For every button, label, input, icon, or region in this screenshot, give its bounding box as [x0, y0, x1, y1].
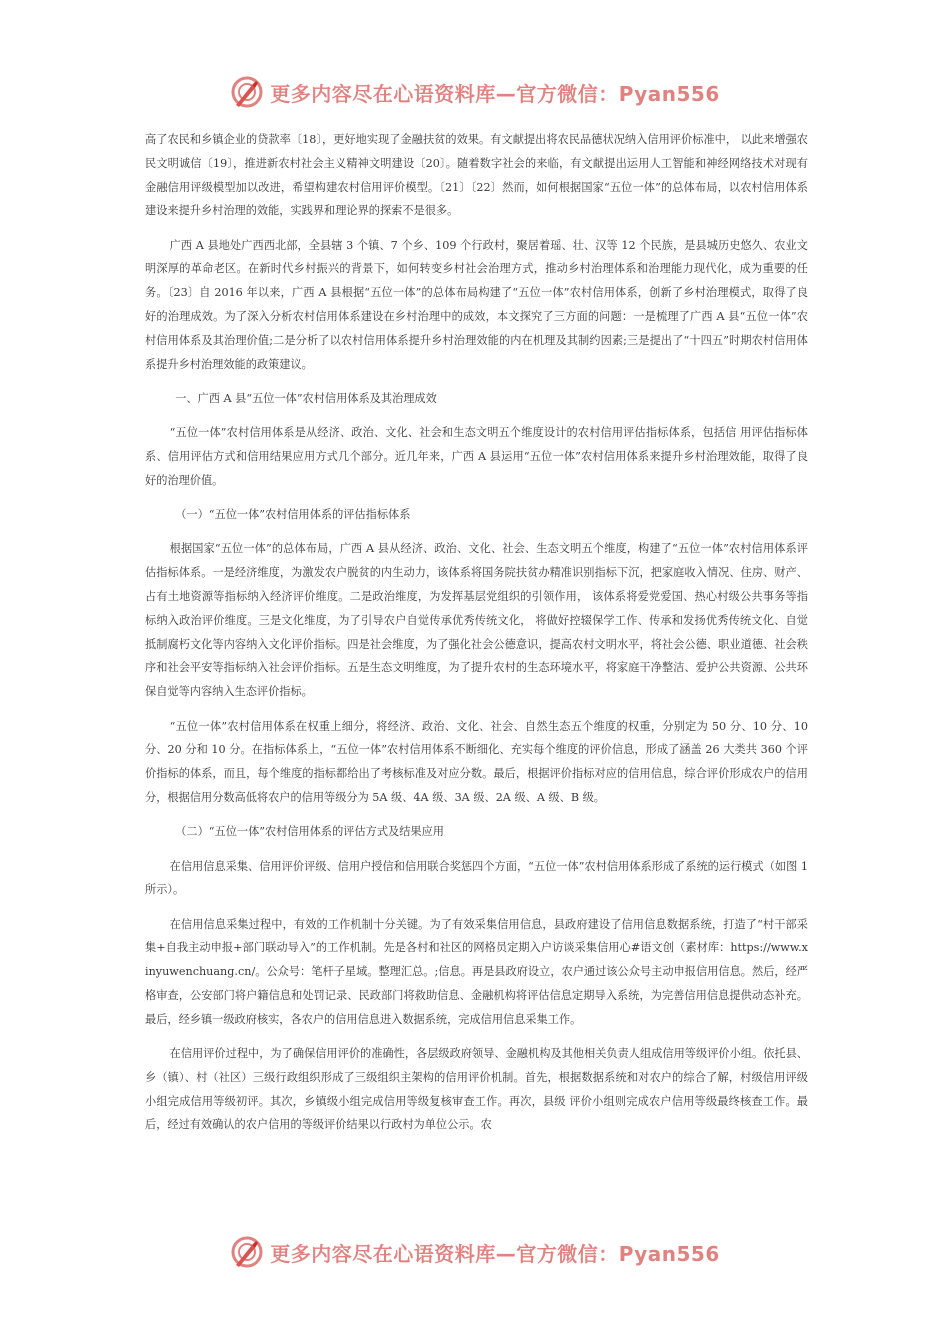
subsection-heading: （二）“五位一体”农村信用体系的评估方式及结果应用 [175, 825, 444, 839]
header-banner [0, 72, 950, 112]
document-body [145, 128, 808, 1148]
banner-text: 更多内容尽在心语资料库—官方微信：Pyan556 [270, 81, 720, 106]
paragraph: “五位一体”农村信用体系在权重上细分，将经济、政治、文化、社会、自然生态五个维度的权重，分别定为 50 分、10 分、10 分、20 分和 10 分。在指标体系上，“五位一体”农村信用体系不断细化、充实每个维度的评价信息，形成了涵盖 26 大类共 360 个评价指标的体系，而且，每个维度的指标都给出了考核标准及对应分数。最后，根据评价指标对应的信用信息，综合评价形成农户的信用分，根据信用分数高低将农户的信用等级分为 5A 级、4A 级、3A 级、2A 级、A 级、B 级。 [145, 719, 808, 804]
pen-logo-icon [230, 75, 264, 109]
paragraph: 在信用评价过程中，为了确保信用评价的准确性，各层级政府领导、金融机构及其他相关负责人组成信用等级评价小组。依托县、乡（镇）、村（社区）三级行政组织形成了三级组织主架构的信用评价机制。首先，根据数据系统和对农户的综合了解，村级信用评级小组完成信用等级初评。其次，乡镇级小组完成信用等级复核审查工作。再次，县级 评价小组则完成农户信用等级最终核查工作。最后，经过有效确认的农户信用的等级评价结果以行政村为单位公示。农 [145, 1047, 808, 1132]
subsection-heading: （一）“五位一体”农村信用体系的评估指标体系 [175, 508, 411, 522]
footer-banner [0, 1232, 950, 1272]
paragraph: 在信用信息采集过程中，有效的工作机制十分关键。为了有效采集信用信息，县政府建设了信用信息数据系统，打造了“村干部采集+自我主动申报+部门联动导入”的工作机制。先是各村和社区的网格员定期入户访谈采集信用心#语文创（素材库：https://www.xinyuwenchuang.cn/。公众号：笔杆子星域。整理汇总。;信息。再是县政府设立，农户通过该公众号主动申报信用信息。然后，经严格审查，公安部门将户籍信息和处罚记录、民政部门将救助信息、金融机构将评估信息定期导入系统，为完善信用信息提供动态补充。最后，经乡镇一级政府核实，各农户的信用信息进入数据系统，完成信用信息采集工作。 [145, 917, 808, 1026]
pen-logo-icon [230, 1235, 264, 1269]
paragraph: 广西 A 县地处广西西北部，全县辖 3 个镇、7 个乡、109 个行政村，聚居着瑶、壮、汉等 12 个民族，是县城历史悠久、农业文明深厚的革命老区。在新时代乡村振兴的背景下，如何转变乡村社会治理方式，推动乡村治理体系和治理能力现代化，成为重要的任务。〔23〕自 2016 年以来，广西 A 县根据“五位一体”的总体布局构建了“五位一体”农村信用体系，创新了乡村治理模式，取得了良好的治理成效。为了深入分析农村信用体系建设在乡村治理中的成效，本文探究了三方面的问题：一是梳理了广西 A 县“五位一体”农村信用体系及其治理价值;二是分析了以农村信用体系提升乡村治理效能的内在机理及其制约因素;三是提出了“十四五”时期农村信用体系提升乡村治理效能的政策建议。 [145, 238, 808, 371]
paragraph: 高了农民和乡镇企业的贷款率〔18〕，更好地实现了金融扶贫的效果。有文献提出将农民品德状况纳入信用评价标准中， 以此来增强农民文明诚信〔19〕，推进新农村社会主义精神文明建设〔20〕。随着数字社会的来临，有文献提出运用人工智能和神经网络技术对现有金融信用评级模型加以改进，希望构建农村信用评价模型。〔21〕〔22〕然而，如何根据国家“五位一体”的总体布局，以农村信用体系建设来提升乡村治理的效能，实践界和理论界的探索不是很多。 [145, 133, 808, 218]
paragraph: “五位一体”农村信用体系是从经济、政治、文化、社会和生态文明五个维度设计的农村信用评估指标体系，包括信 用评估指标体系、信用评估方式和信用结果应用方式几个部分。近几年来，广西 A 县运用“五位一体”农村信用体系来提升乡村治理效能，取得了良好的治理价值。 [145, 426, 808, 487]
banner-text: 更多内容尽在心语资料库—官方微信：Pyan556 [270, 1241, 720, 1266]
section-heading: 一、广西 A 县“五位一体”农村信用体系及其治理成效 [175, 391, 437, 405]
paragraph: 在信用信息采集、信用评价评级、信用户授信和信用联合奖惩四个方面，“五位一体”农村信用体系形成了系统的运行模式（如图 1 所示）。 [145, 859, 808, 897]
paragraph: 根据国家“五位一体”的总体布局，广西 A 县从经济、政治、文化、社会、生态文明五个维度，构建了“五位一体”农村信用体系评估指标体系。一是经济维度，为激发农户脱贫的内生动力，该体系将国务院扶贫办精准识别指标下沉，把家庭收入情况、住房、财产、占有土地资源等指标纳入经济评价维度。二是政治维度，为发挥基层党组织的引领作用， 该体系将爱党爱国、热心村级公共事务等指标纳入政治评价维度。三是文化维度，为了引导农户自觉传承优秀传统文化， 将做好控辍保学工作、传承和发扬优秀传统文化、自觉抵制腐朽文化等内容纳入文化评价指标。四是社会维度，为了强化社会公德意识，提高农村文明水平，将社会公德、职业道德、社会秩序和社会平安等指标纳入社会评价指标。五是生态文明维度，为了提升农村的生态环境水平，将家庭干净整洁、爱护公共资源、公共环保自觉等内容纳入生态评价指标。 [145, 542, 808, 699]
